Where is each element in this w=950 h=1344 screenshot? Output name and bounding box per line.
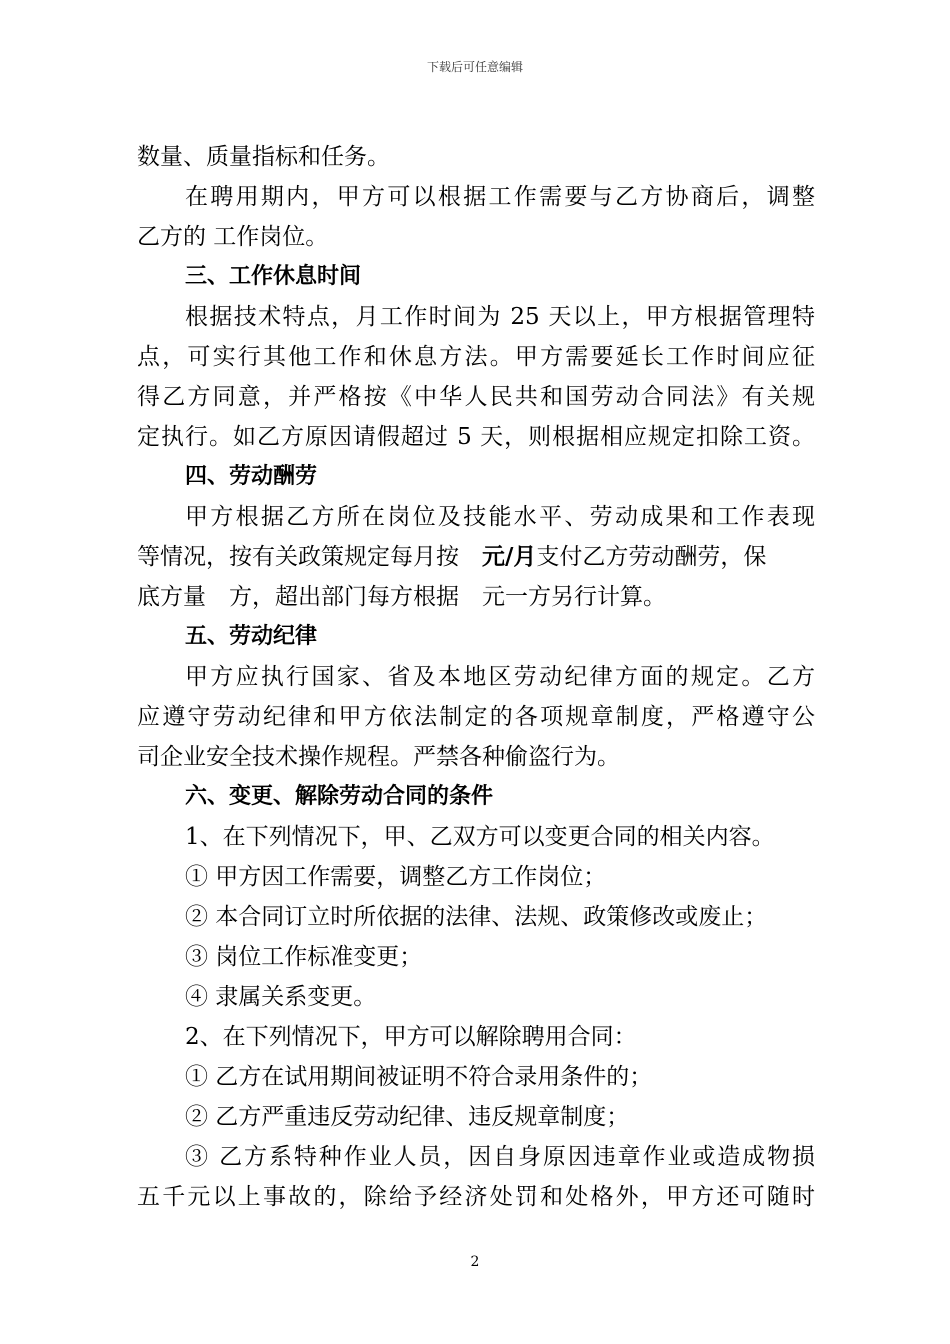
body-line: 数量、质量指标和任务。	[137, 144, 390, 170]
page-header: 下载后可任意编辑	[426, 60, 523, 74]
line-segment: 支付乙方劳动酬劳，保	[536, 544, 767, 570]
list-item: ① 甲方因工作需要，调整乙方工作岗位；	[185, 864, 607, 890]
list-item: 2、在下列情况下，甲方可以解除聘用合同：	[185, 1024, 637, 1050]
body-line: 应遵守劳动纪律和甲方依法制定的各项规章制度，严格遵守公	[137, 704, 815, 730]
section-heading: 六、变更、解除劳动合同的条件	[185, 784, 494, 809]
body-line: 点，可实行其他工作和休息方法。甲方需要延长工作时间应征	[137, 344, 815, 370]
body-line: 底方量 方，超出部门每方根据 元一方另行计算。	[137, 584, 666, 610]
list-item: ③ 乙方系特种作业人员，因自身原因违章作业或造成物损	[185, 1144, 815, 1170]
list-item: ① 乙方在试用期间被证明不符合录用条件的；	[185, 1064, 653, 1090]
body-line: 在聘用期内，甲方可以根据工作需要与乙方协商后，调整	[185, 184, 815, 210]
body-line: 定执行。如乙方原因请假超过 5 天，则根据相应规定扣除工资。	[137, 424, 815, 450]
section-heading: 五、劳动纪律	[185, 624, 318, 649]
body-line	[137, 537, 815, 577]
page-number: 2	[470, 1254, 480, 1270]
line-segment: 等情况，按有关政策规定每月按	[137, 544, 482, 570]
list-item: ④ 隶属关系变更。	[185, 984, 377, 1010]
body-line: 甲方应执行国家、省及本地区劳动纪律方面的规定。乙方	[185, 664, 815, 690]
document-body	[137, 137, 815, 1217]
body-line: 根据技术特点，月工作时间为 25 天以上，甲方根据管理特	[185, 304, 815, 330]
list-item: 1、在下列情况下，甲、乙双方可以变更合同的相关内容。	[185, 824, 775, 850]
body-line: 司企业安全技术操作规程。严禁各种偷盗行为。	[137, 744, 620, 770]
body-line: 五千元以上事故的，除给予经济处罚和处格外，甲方还可随时	[137, 1184, 815, 1210]
wage-unit-label: 元/月	[482, 544, 537, 570]
body-line: 得乙方同意，并严格按《中华人民共和国劳动合同法》有关规	[137, 384, 815, 410]
section-heading: 三、工作休息时间	[185, 264, 362, 289]
body-line: 甲方根据乙方所在岗位及技能水平、劳动成果和工作表现	[185, 504, 815, 530]
section-heading: 四、劳动酬劳	[185, 464, 318, 489]
list-item: ② 乙方严重违反劳动纪律、违反规章制度；	[185, 1104, 630, 1130]
list-item: ③ 岗位工作标准变更；	[185, 944, 423, 970]
body-line: 乙方的 工作岗位。	[137, 224, 329, 250]
list-item: ② 本合同订立时所依据的法律、法规、政策修改或废止；	[185, 904, 768, 930]
